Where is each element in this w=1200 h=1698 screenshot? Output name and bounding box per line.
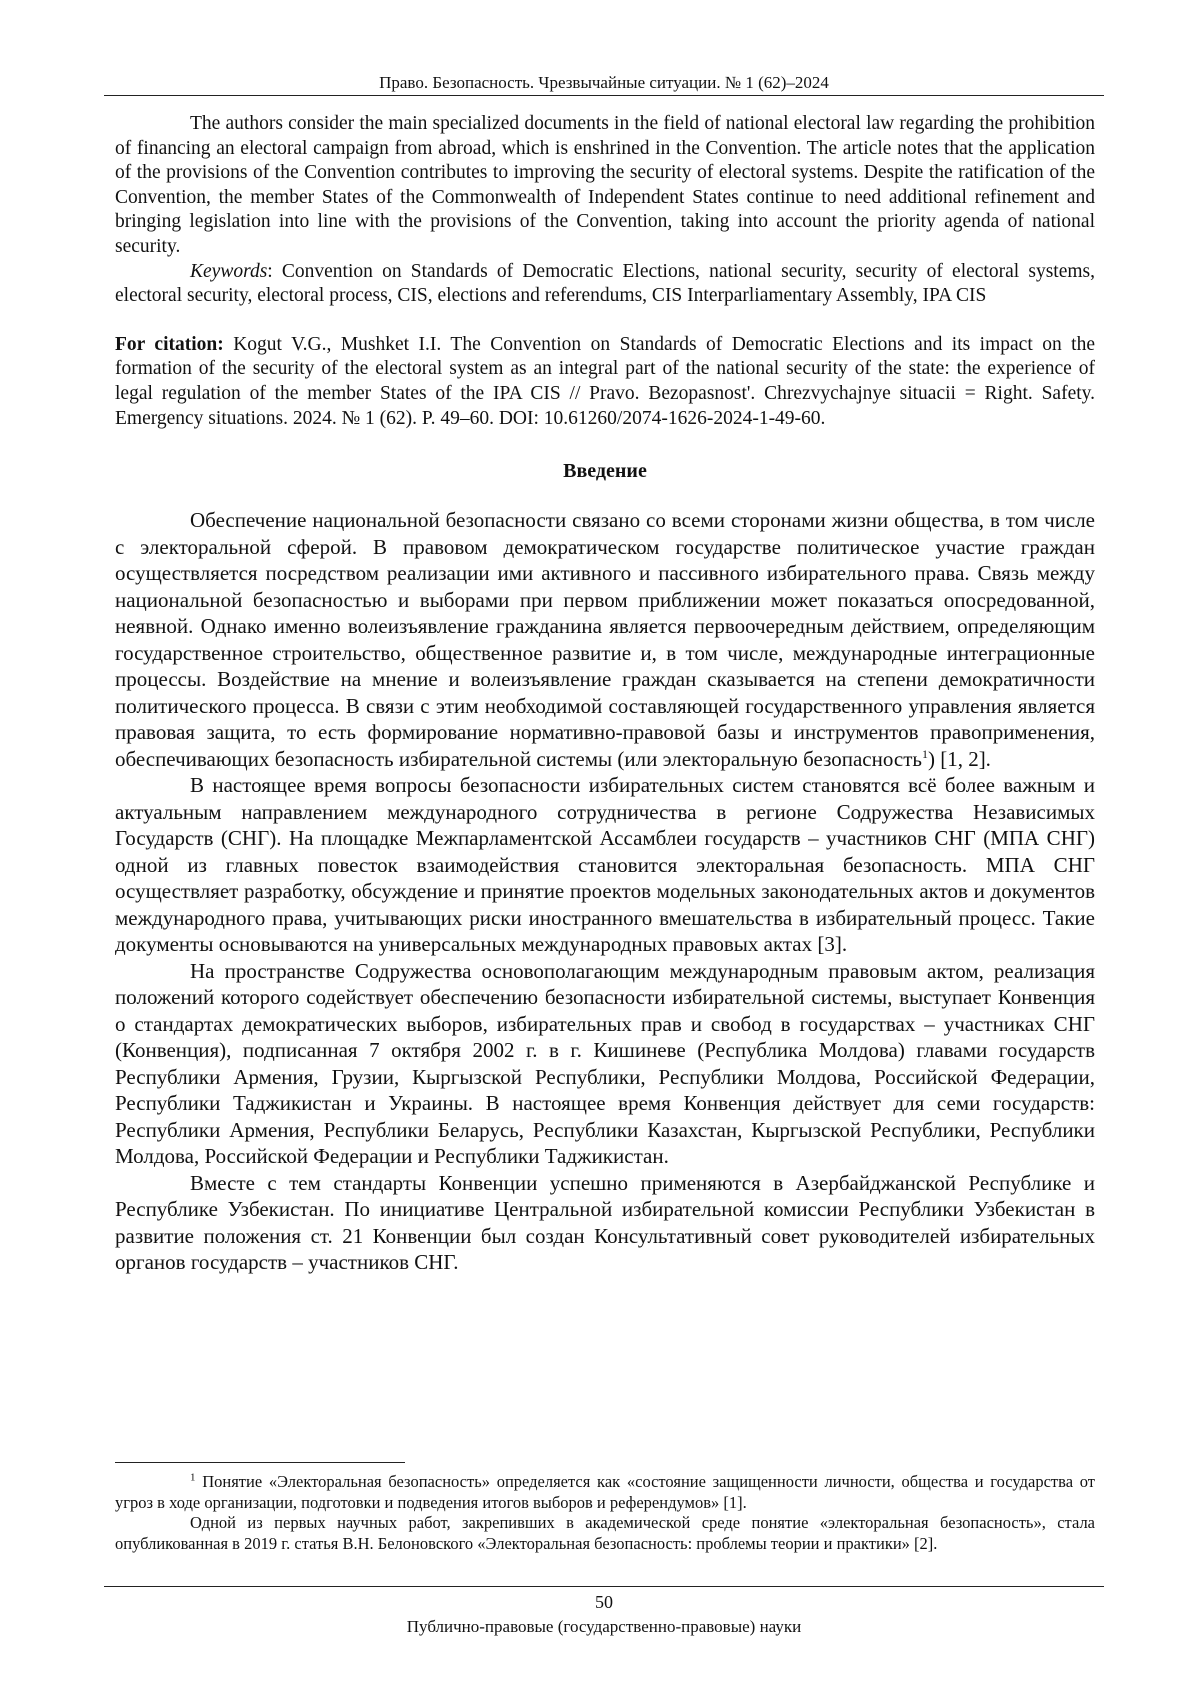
citation-text: Kogut V.G., Mushket I.I. The Convention on Standards of Democratic Elections and its impact on the formation of the security of the electoral system as an integral part of the national security of the state: the experience of legal regulation of the member States of the IPA CIS // Pravo. Bezopasnost'. Chrezvychajnye situacii = Right. Safety. Emergency situations. 2024. № 1 (62). P. 49–60. DOI: 10.61260/2074-1626-2024-1-49-60.	[115, 333, 1095, 429]
keywords-text: : Convention on Standards of Democratic Elections, national security, security of electoral systems, electoral security, electoral process, CIS, elections and referendums, CIS Interparliamentary Assembly, IPA CIS	[115, 260, 1095, 307]
footnote-paragraph: Одной из первых научных работ, закрепивших в академической среде понятие «электоральная безопасность», стала опубликованная в 2019 г. статья В.Н. Белоновского «Электоральная безопасность: проблемы теории и практики» [2].	[115, 1513, 1095, 1553]
footnote-paragraph	[115, 1472, 1095, 1513]
running-footer: Публично-правовые (государственно-правовые) науки	[406, 1617, 802, 1636]
body-text: Обеспечение национальной безопасности связано со всеми сторонами жизни общества, в том числе с электоральной сферой. В правовом демократическом государстве политическое участие граждан осуществляется посредством реализации ими активного и пассивного избирательного права. Связь между национальной безопасностью и выборами при первом приближении может показаться опосредованной, неявной. Однако именно волеизъявление гражданина является первоочередным действием, определяющим государственное строительство, общественное развитие и, в том числе, международные интеграционные процессы. Воздействие на мнение и волеизъявление граждан сказывается на степени демократичности политического процесса. В связи с этим необходимой составляющей государственного управления является правовая защита, то есть формирование нормативно-правовой базы и инструментов правоприменения, обеспечивающих безопасность избирательной системы (или электоральную безопасность	[115, 508, 1095, 771]
section-title: Введение	[563, 460, 647, 483]
citation-label: For citation:	[115, 333, 224, 355]
body-paragraph: В настоящее время вопросы безопасности избирательных систем становятся всё более важным и актуальным направлением международного сотрудничества в регионе Содружества Независимых Государств (СНГ). На площадке Межпарламентской Ассамблеи государств – участников СНГ (МПА СНГ) одной из главных повесток взаимодействия становится электоральная безопасность. МПА СНГ осуществляет разработку, обсуждение и принятие проектов модельных законодательных актов и документов международного права, учитывающих риски иностранного вмешательства в избирательный процесс. Такие документы основываются на универсальных международных правовых актах [3].	[115, 773, 1095, 957]
body-paragraph: На пространстве Содружества основополагающим международным правовым актом, реализация положений которого содействует обеспечению безопасности избирательной системы, выступает Конвенция о стандартах демократических выборов, избирательных прав и свобод в государствах – участниках СНГ (Конвенция), подписанная 7 октября 2002 г. в г. Кишиневе (Республика Молдова) главами государств Республики Армения, Грузии, Кыргызской Республики, Республики Молдова, Российской Федерации, Республики Таджикистан и Украины. В настоящее время Конвенция действует для семи государств: Республики Армения, Республики Беларусь, Республики Казахстан, Кыргызской Республики, Республики Молдова, Российской Федерации и Республики Таджикистан.	[115, 958, 1095, 1169]
keywords-label: Keywords	[190, 260, 268, 282]
footnote	[115, 1472, 1095, 1554]
header-rule	[104, 95, 1104, 96]
running-header: Право. Безопасность. Чрезвычайные ситуации. № 1 (62)–2024	[379, 73, 829, 92]
citation-paragraph	[115, 333, 1095, 431]
abstract-text: The authors consider the main specialized documents in the field of national electoral law regarding the prohibition of financing an electoral campaign from abroad, which is enshrined in the Convention. The article notes that the application of the provisions of the Convention contributes to improving the security of electoral systems. Despite the ratification of the Convention, the member States of the Commonwealth of Independent States continue to need additional refinement and bringing legislation into line with the provisions of the Convention, taking into account the priority agenda of national security.	[115, 113, 1095, 257]
body-paragraph: Вместе с тем стандарты Конвенции успешно применяются в Азербайджанской Республике и Республике Узбекистан. По инициативе Центральной избирательной комиссии Республики Узбекистан в развитие положения ст. 21 Конвенции был создан Консультативный совет руководителей избирательных органов государств – участников СНГ.	[115, 1170, 1095, 1275]
body-text: ) [1, 2].	[927, 746, 991, 771]
article-content	[115, 112, 1095, 1276]
footnote-text: Понятие «Электоральная безопасность» определяется как «состояние защищенности личности, общества и государства от угроз в ходе организации, подготовки и подведения итогов выборов и референдумов» [1].	[115, 1472, 1095, 1512]
footnote-reference[interactable]: 1	[921, 746, 928, 761]
english-abstract	[115, 112, 1095, 431]
article-body	[115, 507, 1095, 1276]
footnote-mark: 1	[190, 1471, 196, 1484]
footnote-rule	[115, 1462, 405, 1463]
page-number: 50	[595, 1592, 613, 1612]
footer-rule	[104, 1586, 1104, 1587]
keywords-paragraph	[115, 260, 1095, 309]
body-paragraph	[115, 507, 1095, 772]
